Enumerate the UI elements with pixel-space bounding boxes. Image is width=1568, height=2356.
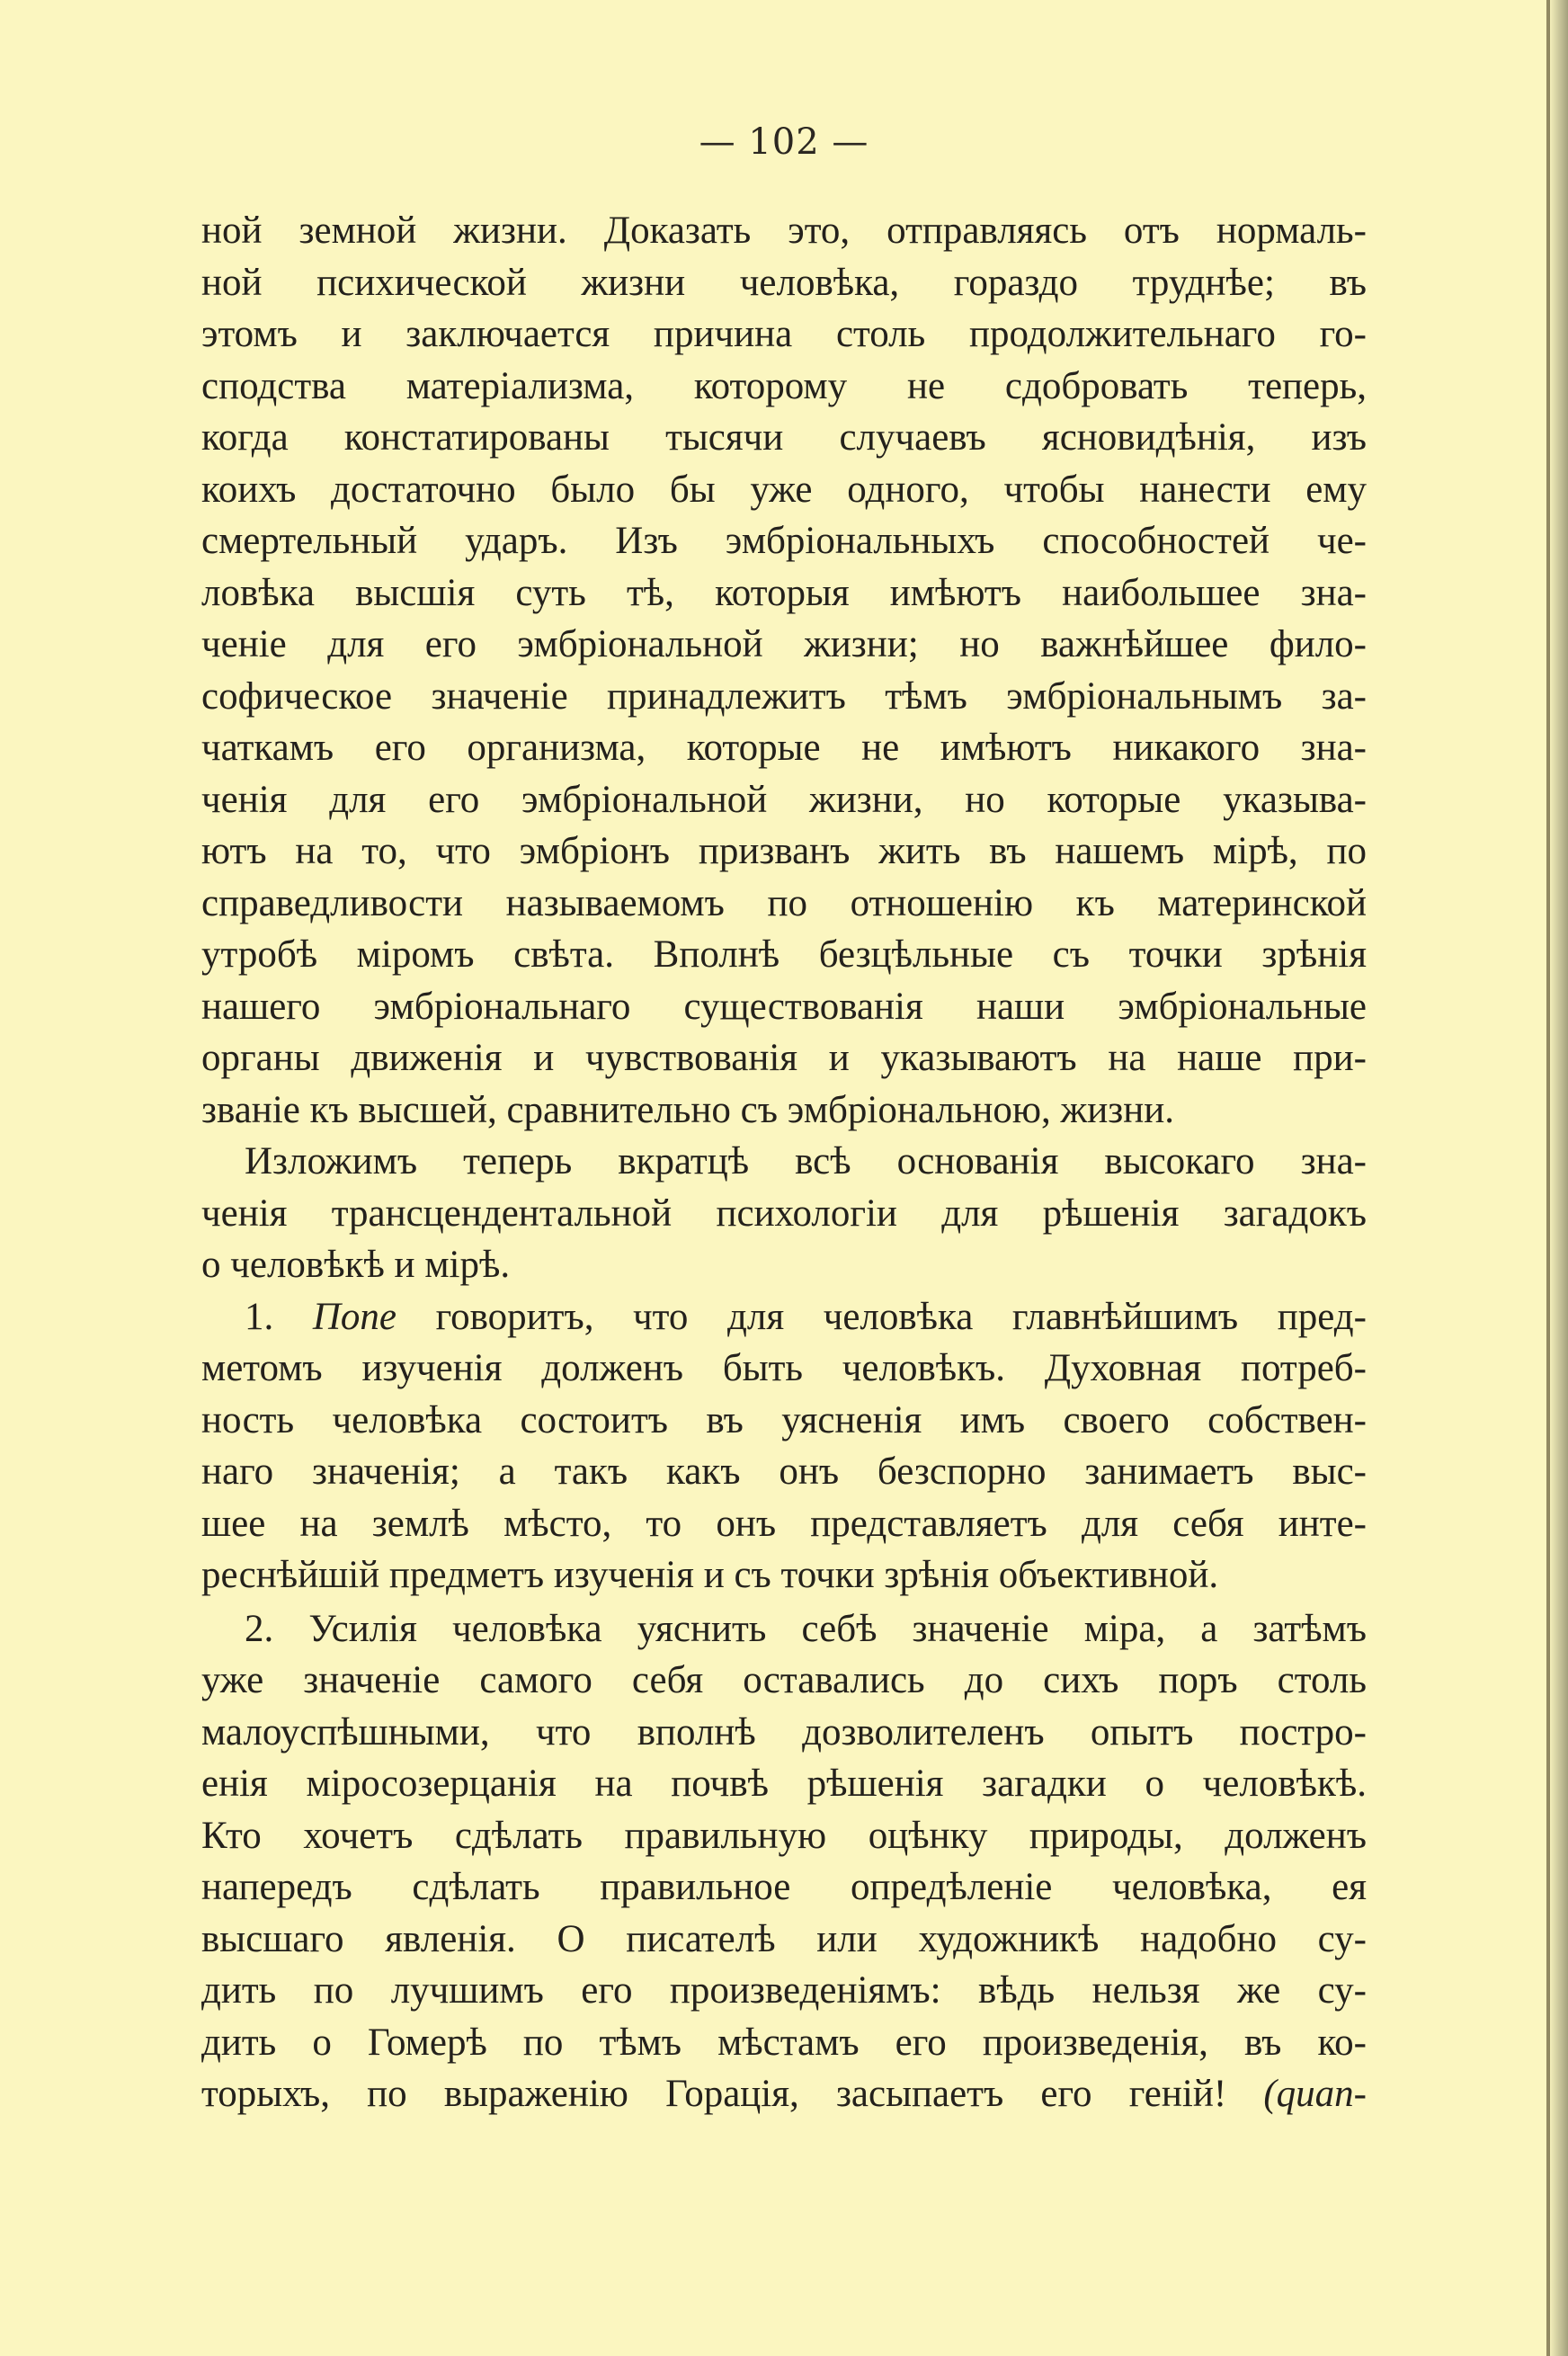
text-line	[201, 1291, 1367, 1343]
text-line: ность человѣка состоитъ въ уясненія имъ своего собствен-	[201, 1398, 1367, 1441]
text-line: уже значеніе самого себя оставались до сихъ поръ столь	[201, 1659, 1367, 1701]
text-line: дить по лучшимъ его произведеніямъ: вѣдь нельзя же су-	[201, 1969, 1367, 2012]
text-line: напередъ сдѣлать правильное опредѣленіе человѣка, ея	[201, 1866, 1367, 1908]
text-line: шее на землѣ мѣсто, то онъ представляетъ для себя инте-	[201, 1502, 1367, 1545]
text-line	[201, 2068, 1367, 2120]
text-line: малоуспѣшными, что вполнѣ дозволителенъ опытъ постро-	[201, 1710, 1367, 1754]
text-line: дить о Гомерѣ по тѣмъ мѣстамъ его произведенія, въ ко-	[201, 2021, 1367, 2064]
text-line: званіе къ высшей, сравнительно съ эмбріональною, жизни.	[201, 1088, 1175, 1131]
text-line: енія міросозерцанія на почвѣ рѣшенія загадки о человѣкѣ.	[201, 1763, 1367, 1805]
text-line: коихъ достаточно было бы уже одного, чтобы нанести ему	[201, 468, 1367, 511]
page-edge-shadow	[1548, 0, 1568, 2356]
text-line: органы движенія и чувствованія и указываютъ на наше при-	[201, 1037, 1367, 1079]
text-line: высшаго явленія. О писателѣ или художникѣ надобно су-	[201, 1917, 1367, 1960]
text-line: ловѣка высшія суть тѣ, которыя имѣютъ наибольшее зна-	[201, 571, 1367, 614]
text-line: наго значенія; а такъ какъ онъ безспорно занимаетъ выс-	[201, 1450, 1367, 1493]
text-line: этомъ и заключается причина столь продолжительнаго го-	[201, 313, 1367, 355]
text-line: когда констатированы тысячи случаевъ ясновидѣнія, изъ	[201, 416, 1367, 459]
text-line: ютъ на то, что эмбріонъ призванъ жить въ нашемъ мірѣ, по	[201, 830, 1367, 872]
text-line: ной психической жизни человѣка, гораздо труднѣе; въ	[201, 261, 1367, 304]
text-line: Изложимъ теперь вкратцѣ всѣ основанія высокаго зна-	[245, 1140, 1367, 1182]
text-line: ченіе для его эмбріональной жизни; но важнѣйшее фило-	[201, 623, 1367, 665]
page-number: — 102 —	[699, 121, 869, 163]
latin-quote: (quan-	[1263, 2073, 1367, 2115]
text-line: чаткамъ его организма, которые не имѣютъ никакого зна-	[201, 727, 1367, 769]
text-line: смертельный ударъ. Изъ эмбріональныхъ способностей че-	[201, 520, 1367, 562]
text-line: ной земной жизни. Доказать это, отправляясь отъ нормаль-	[201, 210, 1367, 252]
author-name: Попе	[312, 1295, 396, 1338]
text-line: ченія для его эмбріональной жизни, но которые указыва-	[201, 778, 1367, 821]
text-fragment: говоритъ, что для человѣка главнѣйшимъ пред-	[396, 1295, 1367, 1338]
text-fragment: торыхъ, по выраженію Горація, засыпаетъ его геній!	[201, 2073, 1227, 2115]
body-text	[201, 205, 1367, 2120]
text-line: Кто хочетъ сдѣлать правильную оцѣнку природы, долженъ	[201, 1814, 1367, 1857]
text-line: софическое значеніе принадлежитъ тѣмъ эмбріональнымъ за-	[201, 674, 1367, 718]
text-line: ченія трансцендентальной психологіи для рѣшенія загадокъ	[201, 1191, 1367, 1235]
text-line: нашего эмбріональнаго существованія наши эмбріональные	[201, 985, 1367, 1028]
text-line: справедливости называемомъ по отношенію къ материнской	[201, 881, 1367, 924]
list-number: 1.	[245, 1295, 313, 1338]
text-line: 2. Усилія человѣка уяснить себѣ значеніе міра, а затѣмъ	[245, 1607, 1367, 1650]
text-line: метомъ изученія долженъ быть человѣкъ. Духовная потреб-	[201, 1347, 1367, 1389]
text-line: сподства матеріализма, которому не сдобровать теперь,	[201, 364, 1367, 407]
text-line: о человѣкѣ и мірѣ.	[201, 1244, 511, 1286]
text-line: реснѣйшій предметъ изученія и съ точки зрѣнія объективной.	[201, 1554, 1219, 1596]
text-line: утробѣ міромъ свѣта. Вполнѣ безцѣльные съ точки зрѣнія	[201, 933, 1367, 976]
